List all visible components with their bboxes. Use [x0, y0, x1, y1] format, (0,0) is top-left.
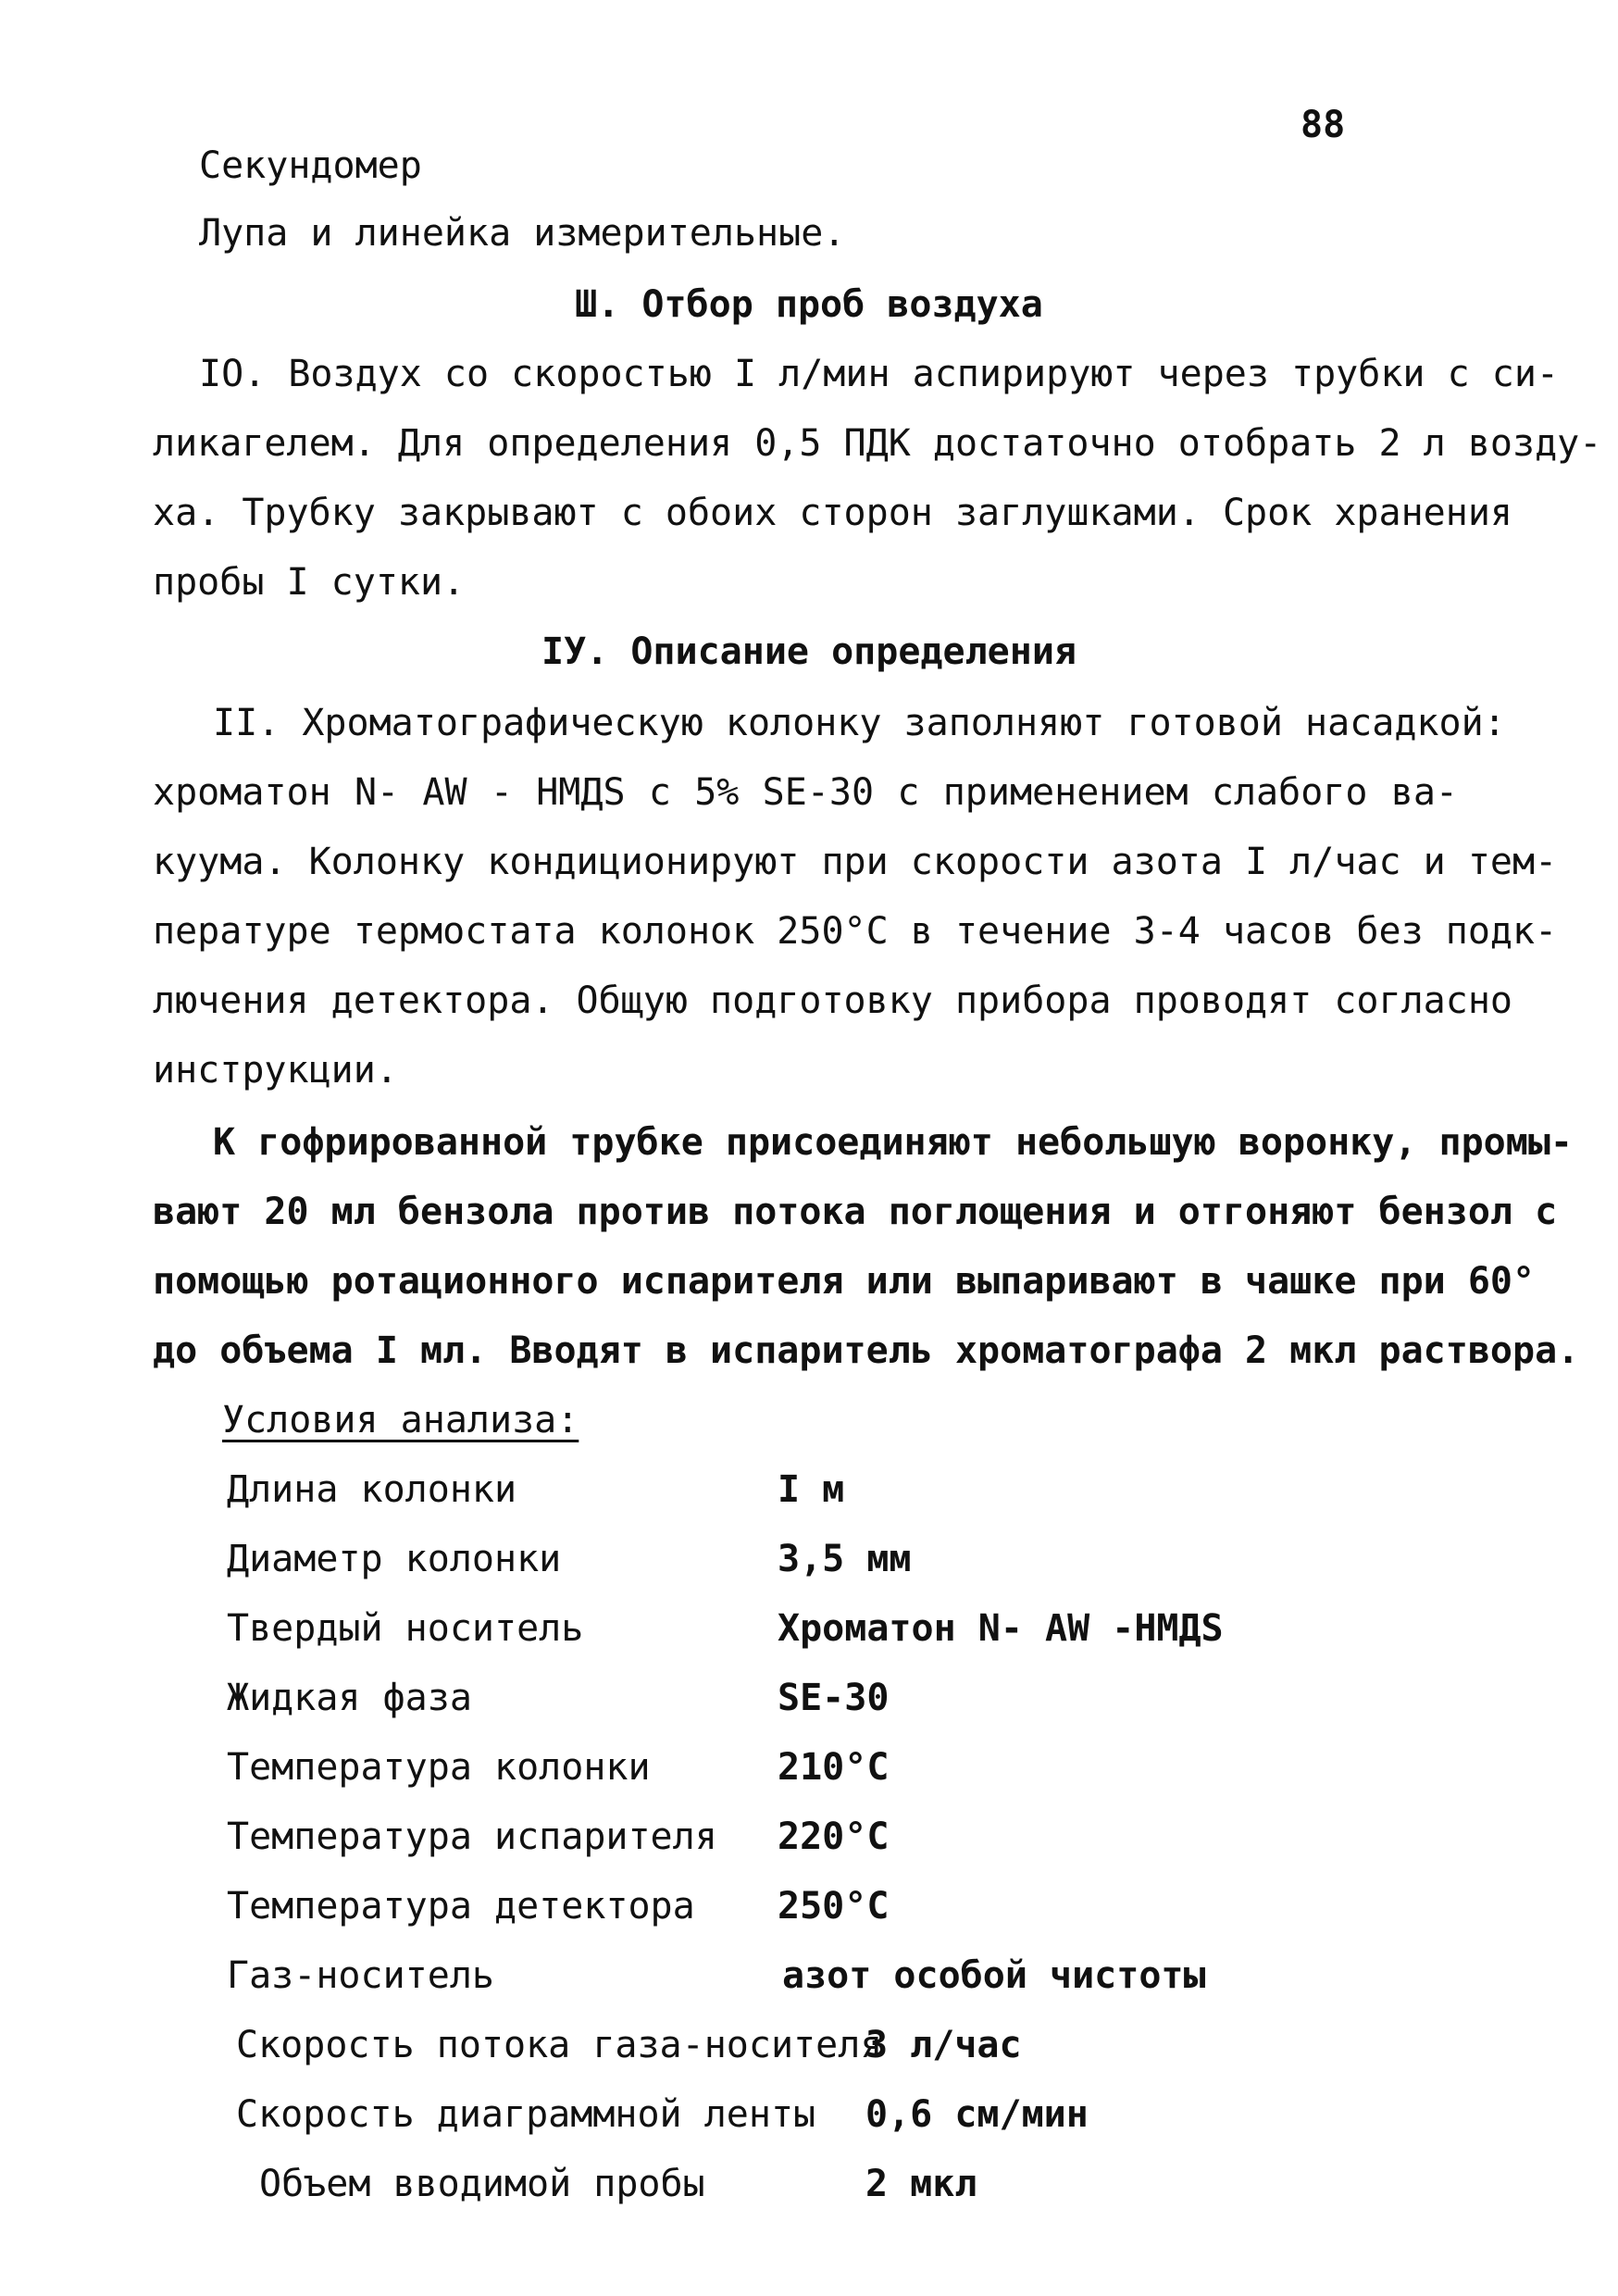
condition-value-sample-volume: 2 мкл — [865, 2163, 977, 2205]
condition-value-carrier-gas: азот особой чистоты — [782, 1954, 1206, 1997]
condition-label-chart-speed: Скорость диаграммной ленты — [236, 2093, 816, 2136]
condition-label-sample-volume: Объем вводимой пробы — [259, 2163, 705, 2205]
paragraph-line: IO. Воздух со скоростью I л/мин аспирируют через трубки с си- — [199, 353, 1560, 395]
conditions-title: Условия анализа: — [222, 1399, 579, 1441]
paragraph-line: инструкции. — [153, 1049, 398, 1092]
condition-value-carrier-gas-flow: 3 л/час — [865, 2024, 1022, 2066]
paragraph-line: лючения детектора. Общую подготовку прибора проводят согласно — [153, 980, 1513, 1022]
page-number: 88 — [1301, 104, 1346, 146]
condition-label-column-length: Длина колонки — [227, 1468, 517, 1511]
condition-value-solid-support: Хроматон N- AW -НМДS — [778, 1607, 1224, 1650]
paragraph-line: ха. Трубку закрывают с обоих сторон заглушками. Срок хранения — [153, 492, 1513, 534]
condition-label-liquid-phase: Жидкая фаза — [227, 1677, 472, 1719]
condition-value-evaporator-temperature: 220°C — [778, 1816, 890, 1858]
equipment-item-stopwatch: Секундомер — [199, 144, 422, 187]
condition-label-carrier-gas: Газ-носитель — [227, 1954, 494, 1997]
paragraph-line: вают 20 мл бензола против потока поглощения и отгоняют бензол с — [153, 1191, 1558, 1233]
condition-label-column-diameter: Диаметр колонки — [227, 1538, 562, 1580]
condition-label-column-temperature: Температура колонки — [227, 1746, 651, 1789]
condition-label-detector-temperature: Температура детектора — [227, 1885, 695, 1928]
paragraph-line: хроматон N- AW - НМДS с 5% SE-30 с применением слабого ва- — [153, 771, 1458, 814]
condition-label-carrier-gas-flow: Скорость потока газа-носителя — [236, 2024, 883, 2066]
condition-label-solid-support: Твердый носитель — [227, 1607, 584, 1650]
paragraph-line: до объема I мл. Вводят в испаритель хроматографа 2 мкл раствора. — [153, 1329, 1580, 1372]
paragraph-line: пературе термостата колонок 250°C в течение 3-4 часов без подк- — [153, 910, 1558, 953]
condition-value-detector-temperature: 250°C — [778, 1885, 890, 1928]
condition-value-liquid-phase: SE-30 — [778, 1677, 890, 1719]
paragraph-line: К гофрированной трубке присоединяют небольшую воронку, промы- — [213, 1121, 1574, 1164]
paragraph-line: помощью ротационного испарителя или выпаривают в чашке при 60° — [153, 1260, 1536, 1303]
paragraph-line: пробы I сутки. — [153, 561, 466, 604]
paragraph-line: ликагелем. Для определения 0,5 ПДК достаточно отобрать 2 л возду- — [153, 422, 1602, 465]
condition-value-column-length: I м — [778, 1468, 845, 1511]
section-heading-description: IУ. Описание определения — [541, 630, 1077, 673]
equipment-item-magnifier-ruler: Лупа и линейка измерительные. — [199, 212, 846, 255]
condition-value-column-temperature: 210°C — [778, 1746, 890, 1789]
condition-label-evaporator-temperature: Температура испарителя — [227, 1816, 717, 1858]
section-heading-sampling: Ш. Отбор проб воздуха — [575, 283, 1043, 326]
condition-value-column-diameter: 3,5 мм — [778, 1538, 912, 1580]
paragraph-line: II. Хроматографическую колонку заполняют готовой насадкой: — [213, 702, 1506, 744]
condition-value-chart-speed: 0,6 см/мин — [865, 2093, 1089, 2136]
paragraph-line: куума. Колонку кондиционируют при скорости азота I л/час и тем- — [153, 841, 1558, 883]
